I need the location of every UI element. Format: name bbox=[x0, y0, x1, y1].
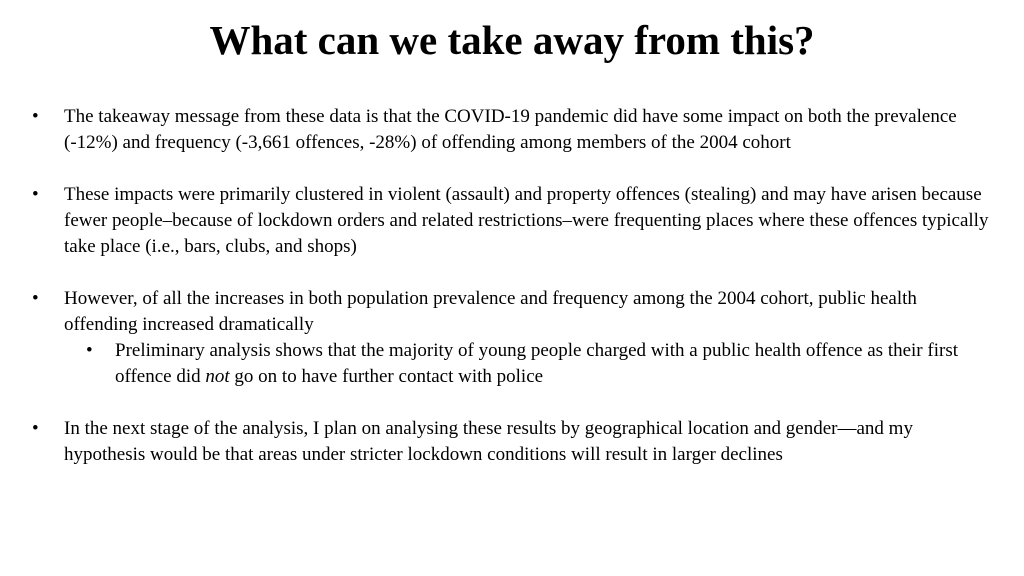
bullet-marker: • bbox=[32, 418, 39, 439]
sub-bullet-item bbox=[0, 338, 1024, 390]
bullet-list bbox=[0, 104, 1024, 468]
bullet-item bbox=[0, 104, 1024, 156]
bullet-item bbox=[0, 286, 1024, 338]
sub-bullet-text-start: Preliminary analysis shows that the majority of young people charged with a public health offence as their first offence did bbox=[115, 340, 958, 387]
bullet-text: However, of all the increases in both population prevalence and frequency among the 2004 cohort, public health offending increased dramatically bbox=[64, 288, 917, 335]
sub-bullet-text-end: go on to have further contact with police bbox=[229, 366, 544, 387]
slide-title: What can we take away from this? bbox=[209, 17, 815, 63]
sub-bullet-text bbox=[115, 340, 958, 387]
bullet-marker: • bbox=[32, 288, 39, 309]
bullet-marker: • bbox=[32, 184, 39, 205]
sub-bullet-marker: • bbox=[86, 340, 93, 361]
bullet-item bbox=[0, 182, 1024, 260]
bullet-text: In the next stage of the analysis, I plan on analysing these results by geographical location and gender—and my hypothesis would be that areas under stricter lockdown conditions will result in larger declines bbox=[64, 418, 913, 465]
bullet-marker: • bbox=[32, 106, 39, 127]
sub-bullet-emphasis: not bbox=[205, 366, 230, 387]
bullet-item bbox=[0, 416, 1024, 468]
bullet-text: These impacts were primarily clustered in violent (assault) and property offences (stealing) and may have arisen because fewer people–because of lockdown orders and related restrictions–were frequenting places where these offences typically take place (i.e., bars, clubs, and shops) bbox=[64, 184, 989, 257]
bullet-text: The takeaway message from these data is that the COVID-19 pandemic did have some impact on both the prevalence (-12%) and frequency (-3,661 offences, -28%) of offending among members of the 2004 cohort bbox=[64, 106, 957, 153]
